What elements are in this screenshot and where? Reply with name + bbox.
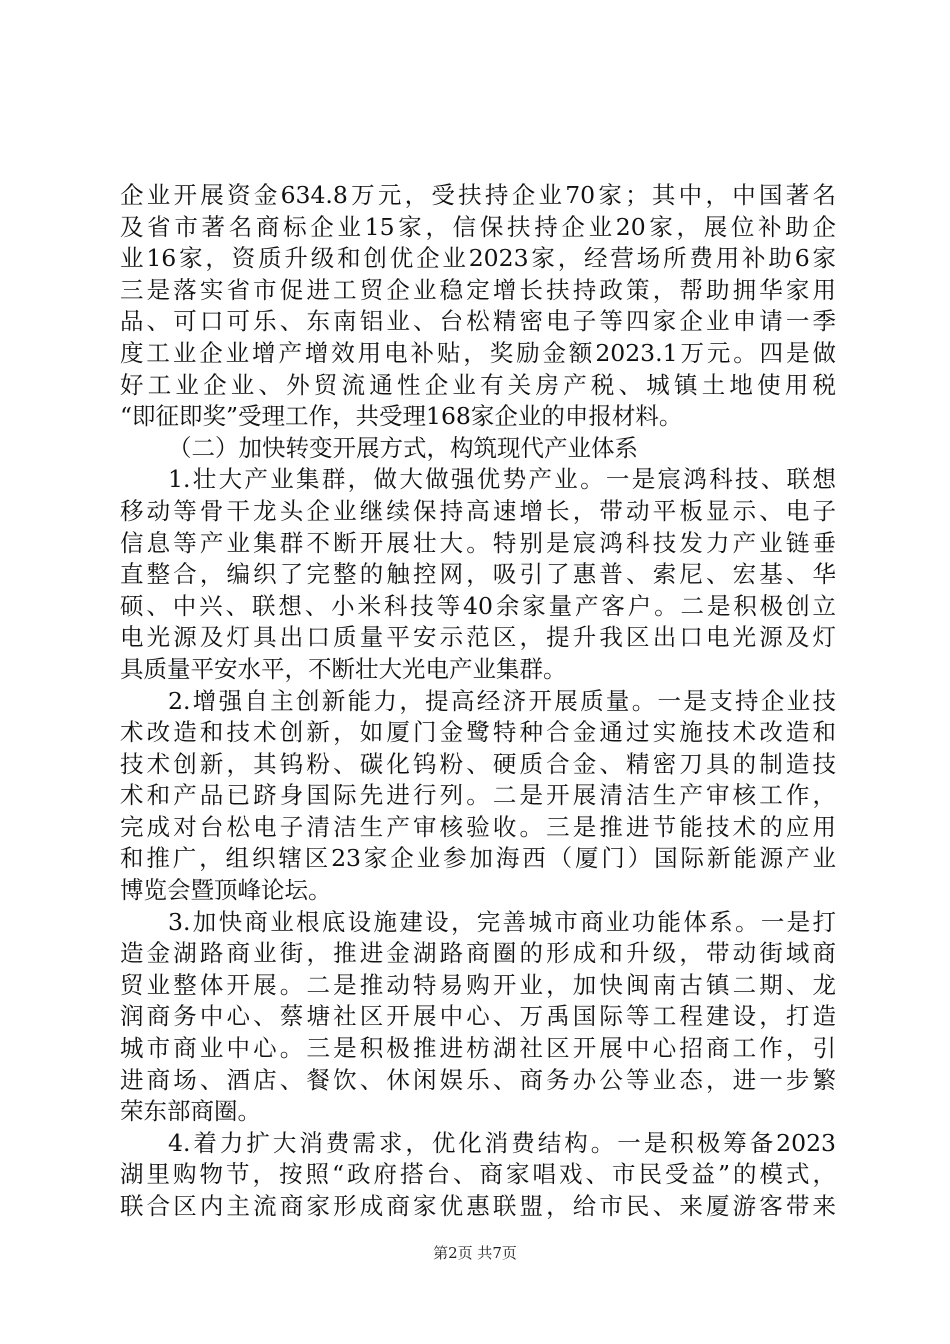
text-line: 博览会暨顶峰论坛。 [120,876,332,905]
text-line: 信息等产业集群不断开展壮大。特别是宸鸿科技发力产业链垂 [120,528,836,557]
text-line: 硕、中兴、联想、小米科技等40余家量产客户。二是积极创立 [120,591,836,620]
heading-line: （二）加快转变开展方式，构筑现代产业体系 [168,433,638,462]
paragraph-commerce [120,907,836,1128]
text-line: 技术创新，其钨粉、碳化钨粉、硬质合金、精密刀具的制造技 [120,749,836,778]
text-line: 术和产品已跻身国际先进行列。二是开展清洁生产审核工作， [120,781,836,810]
text-line: 好工业企业、外贸流通性企业有关房产税、城镇土地使用税 [120,370,836,399]
text-line: 1.壮大产业集群，做大做强优势产业。一是宸鸿科技、联想 [168,465,836,494]
text-line: 和推广，组织辖区23家企业参加海西（厦门）国际新能源产业 [120,844,836,873]
section-heading [120,433,836,465]
paragraph-funding [120,180,836,433]
text-line: 荣东部商圈。 [120,1097,261,1126]
text-line: 进商场、酒店、餐饮、休闲娱乐、商务办公等业态，进一步繁 [120,1065,836,1094]
document-body [120,180,836,1223]
text-line: 联合区内主流商家形成商家优惠联盟，给市民、来厦游客带来 [120,1192,836,1220]
text-line: 城市商业中心。三是积极推进枋湖社区开展中心招商工作，引 [120,1034,836,1063]
paragraph-innovation [120,686,836,907]
text-line: 品、可口可乐、东南铝业、台松精密电子等四家企业申请一季 [120,307,836,336]
paragraph-industry-cluster [120,464,836,685]
text-line: 三是落实省市促进工贸企业稳定增长扶持政策，帮助拥华家用 [120,275,836,304]
text-line: 完成对台松电子清洁生产审核验收。三是推进节能技术的应用 [120,812,836,841]
text-line: 业16家，资质升级和创优企业2023家，经营场所费用补助6家 [120,244,836,273]
text-line: 及省市著名商标企业15家，信保扶持企业20家，展位补助企 [120,212,836,241]
text-line: 2.增强自主创新能力，提高经济开展质量。一是支持企业技 [168,686,836,715]
text-line: 电光源及灯具出口质量平安示范区，提升我区出口电光源及灯 [120,623,836,652]
text-line: 3.加快商业根底设施建设，完善城市商业功能体系。一是打 [168,907,836,936]
text-line: 具质量平安水平，不断壮大光电产业集群。 [120,654,567,683]
text-line: 造金湖路商业街，推进金湖路商圈的形成和升级，带动街域商 [120,939,836,968]
text-line: 4.着力扩大消费需求，优化消费结构。一是积极筹备2023 [168,1128,836,1157]
text-line: 移动等骨干龙头企业继续保持高速增长，带动平板显示、电子 [120,496,836,525]
page-number-footer: 第2页 共7页 [433,1244,517,1262]
text-line: 企业开展资金634.8万元，受扶持企业70家；其中，中国著名 [120,181,836,209]
text-line: 贸业整体开展。二是推动特易购开业，加快闽南古镇二期、龙 [120,970,836,999]
text-line: 度工业企业增产增效用电补贴，奖励金额2023.1万元。四是做 [120,338,836,367]
text-line: 直整合，编织了完整的触控网，吸引了惠普、索尼、宏基、华 [120,560,836,589]
text-line: “即征即奖”受理工作，共受理168家企业的申报材料。 [120,402,683,431]
text-line: 湖里购物节，按照“政府搭台、商家唱戏、市民受益”的模式， [120,1160,836,1189]
text-line: 术改造和技术创新，如厦门金鹭特种合金通过实施技术改造和 [120,718,836,747]
text-line: 润商务中心、蔡塘社区开展中心、万禹国际等工程建设，打造 [120,1002,836,1031]
paragraph-consumption [120,1128,836,1223]
